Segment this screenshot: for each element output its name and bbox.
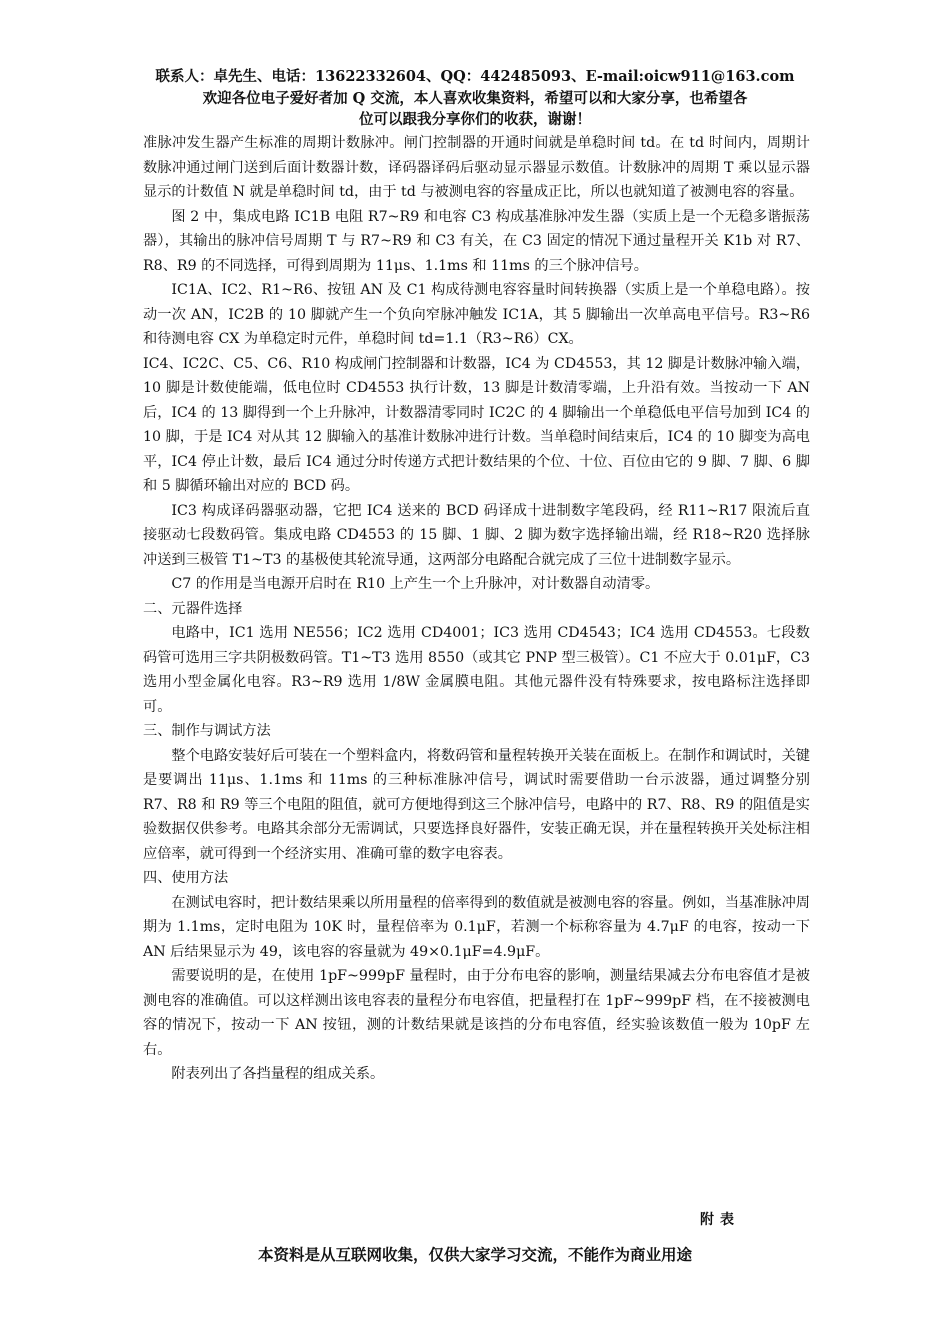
paragraph-distributed-capacitance: 需要说明的是，在使用 1pF~999pF 量程时，由于分布电容的影响，测量结果减去分布电容值才是被测电容的准确值。可以这样测出该电容表的量程分布电容值，把量程打在 1pF~999pF 档，在不接被测电容的情况下，按动一下 AN 按钮，测的计数结果就是该挡的分布电容值，经实验该数值一般为 10pF 左右。 <box>143 968 810 1058</box>
article-body <box>143 131 810 1087</box>
paragraph-continuation: 准脉冲发生器产生标准的周期计数脉冲。闸门控制器的开通时间就是单稳时间 td。在 td 时间内，周期计数脉冲通过闸门送到后面计数器计数，译码器译码后驱动显示器显示数值。计数脉冲的周期 T 乘以显示器显示的计数值 N 就是单稳时间 td，由于 td 与被测电容的容量成正比，所以也就知道了被测电容的容量。 <box>143 135 810 200</box>
paragraph-table-note: 附表列出了各挡量程的组成关系。 <box>171 1066 385 1082</box>
welcome-line-1: 欢迎各位电子爱好者加 Q 交流，本人喜欢收集资料，希望可以和大家分享，也希望各 <box>202 89 748 107</box>
paragraph-usage: 在测试电容时，把计数结果乘以所用量程的倍率得到的数值就是被测电容的容量。例如，当基准脉冲周期为 1.1ms，定时电阻为 10K 时，量程倍率为 0.1μF，若测一个标称容量为 4.7μF 的电容，按动一下 AN 后结果显示为 49，该电容的容量就为 49×0.1μF=4.9μF。 <box>143 894 810 960</box>
welcome-line-2: 位可以跟我分享你们的收获，谢谢！ <box>359 111 591 128</box>
document-header <box>140 66 810 131</box>
paragraph-build: 整个电路安装好后可装在一个塑料盒内，将数码管和量程转换开关装在面板上。在制作和调试时，关键是要调出 11μs、1.1ms 和 11ms 的三种标准脉冲信号，调试时需要借助一台示波器，通过调整分别 R7、R8 和 R9 等三个电阻的阻值，就可方便地得到这三个脉冲信号，电路中的 R7、R8、R9 的阻值是实验数据仅供参考。电路其余部分无需调试，只要选择良好器件，安装正确无误，并在量程转换开关处标注相应倍率，就可得到一个经济实用、准确可靠的数字电容表。 <box>143 747 810 862</box>
paragraph-c7: C7 的作用是当电源开启时在 R10 上产生一个上升脉冲，对计数器自动清零。 <box>171 576 660 592</box>
paragraph-components: 电路中，IC1 选用 NE556；IC2 选用 CD4001；IC3 选用 CD4543；IC4 选用 CD4553。七段数码管可选用三字共阴极数码管。T1~T3 选用 8550（或其它 PNP 型三极管）。C1 不应大于 0.01μF，C3 选用小型金属化电容。R3~R9 选用 1/8W 金属膜电阻。其他元器件没有特殊要求，按电路标注选择即可。 <box>143 625 810 715</box>
section-heading-usage: 四、使用方法 <box>143 870 229 886</box>
contact-line: 联系人：卓先生、电话：13622332604、QQ：442485093、E-mail:oicw911@163.com <box>155 68 795 85</box>
section-heading-build: 三、制作与调试方法 <box>143 723 271 739</box>
footer-disclaimer: 本资料是从互联网收集，仅供大家学习交流，不能作为商业用途 <box>257 1245 692 1264</box>
paragraph-monostable: IC1A、IC2、R1~R6、按钮 AN 及 C1 构成待测电容容量时间转换器（实质上是一个单稳电路）。按动一次 AN，IC2B 的 10 脚就产生一个负向窄脉冲触发 IC1A，其 5 脚输出一次单高电平信号。R3~R6 和待测电容 CX 为单稳定时元件，单稳时间 td=1.1（R3~R6）CX。 <box>143 282 810 347</box>
paragraph-decoder: IC3 构成译码器驱动器，它把 IC4 送来的 BCD 码译成十进制数字笔段码，经 R11~R17 限流后直接驱动七段数码管。集成电路 CD4553 的 15 脚、1 脚、2 脚为数字选择输出端，经 R18~R20 选择脉冲送到三极管 T1~T3 的基极使其轮流导通，这两部分电路配合就完成了三位十进制数字显示。 <box>143 502 810 568</box>
paragraph-reference-pulse: 图 2 中，集成电路 IC1B 电阻 R7~R9 和电容 C3 构成基准脉冲发生器（实质上是一个无稳多谐振荡器），其输出的脉冲信号周期 T 与 R7~R9 和 C3 有关，在 C3 固定的情况下通过量程开关 K1b 对 R7、R8、R9 的不同选择，可得到周期为 11μs、1.1ms 和 11ms 的三个脉冲信号。 <box>143 208 810 274</box>
paragraph-gate-counter: IC4、IC2C、C5、C6、R10 构成闸门控制器和计数器，IC4 为 CD4553，其 12 脚是计数脉冲输入端，10 脚是计数使能端，低电位时 CD4553 执行计数，13 脚是计数清零端，上升沿有效。当按动一下 AN 后，IC4 的 13 脚得到一个上升脉冲，计数器清零同时 IC2C 的 4 脚输出一个单稳低电平信号加到 IC4 的 10 脚，于是 IC4 对从其 12 脚输入的基准计数脉冲进行计数。当单稳时间结束后，IC4 的 10 脚变为高电平，IC4 停止计数，最后 IC4 通过分时传递方式把计数结果的个位、十位、百位由它的 9 脚、7 脚、6 脚和 5 脚循环输出对应的 BCD 码。 <box>143 355 810 494</box>
appendix-label: 附表 <box>700 1212 740 1228</box>
section-heading-components: 二、元器件选择 <box>143 600 243 617</box>
